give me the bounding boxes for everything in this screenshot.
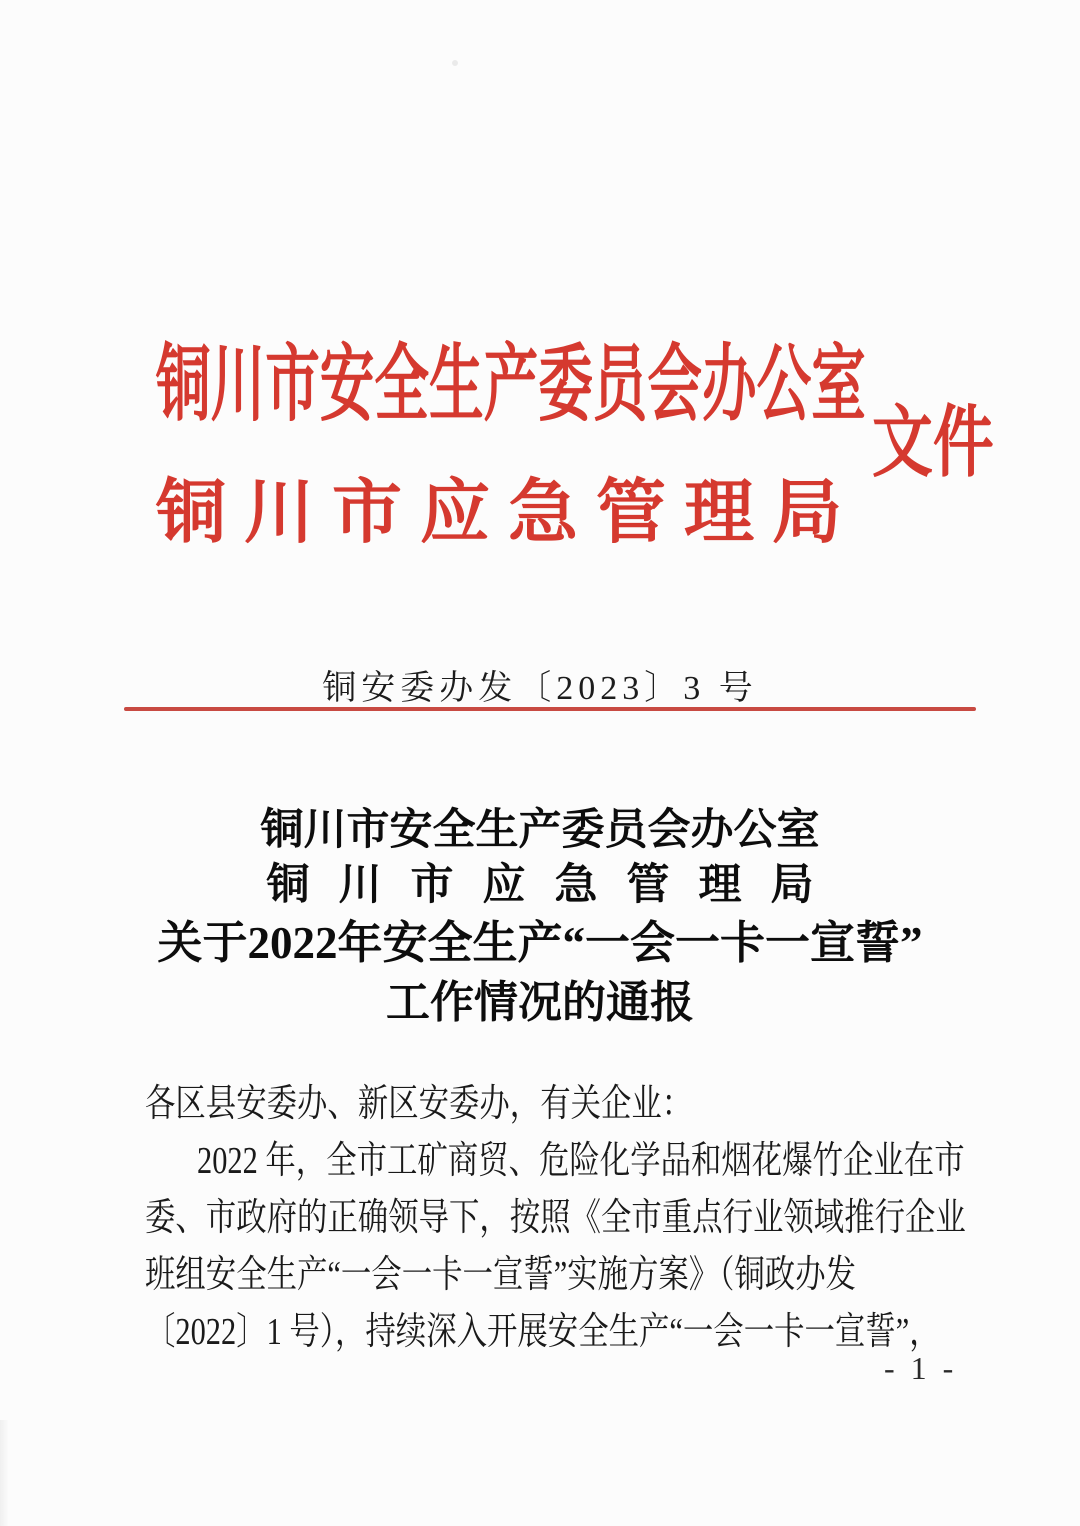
body-paragraph-line-1: 2022 年，全市工矿商贸、危险化学品和烟花爆竹企业在市	[197, 1140, 965, 1182]
title-line-1: 铜川市安全生产委员会办公室	[260, 807, 820, 854]
body-salutation: 各区县安委办、新区安委办，有关企业：	[145, 1083, 693, 1125]
title-line-2-text: 铜川市应急管理局	[266, 862, 843, 909]
letterhead-org-line-1: 铜川市安全生产委员会办公室	[156, 339, 866, 432]
body-paragraph-line-3: 班组安全生产“一会一卡一宣誓”实施方案》（铜政办发	[145, 1254, 856, 1296]
title-line-3: 关于2022年安全生产“一会一卡一宣誓”	[157, 918, 923, 968]
letterhead-org-line-2: 铜川市应急管理局	[156, 475, 860, 552]
title-line-4: 工作情况的通报	[386, 978, 694, 1027]
letterhead-document-label: 文件	[872, 399, 994, 486]
body-paragraph-line-2: 委、市政府的正确领导下，按照《全市重点行业领域推行企业	[145, 1197, 966, 1239]
document-number: 铜安委办发〔2023〕3 号	[322, 670, 758, 707]
scan-artifact-dot	[452, 60, 458, 66]
title-line-2	[0, 851, 1080, 912]
scan-edge-shadow	[0, 1420, 9, 1526]
red-divider-line	[124, 707, 976, 711]
page-number: - 1 -	[884, 1350, 958, 1386]
body-paragraph-line-4: 〔2022〕1 号），持续深入开展安全生产“一会一卡一宣誓”，	[145, 1311, 940, 1353]
